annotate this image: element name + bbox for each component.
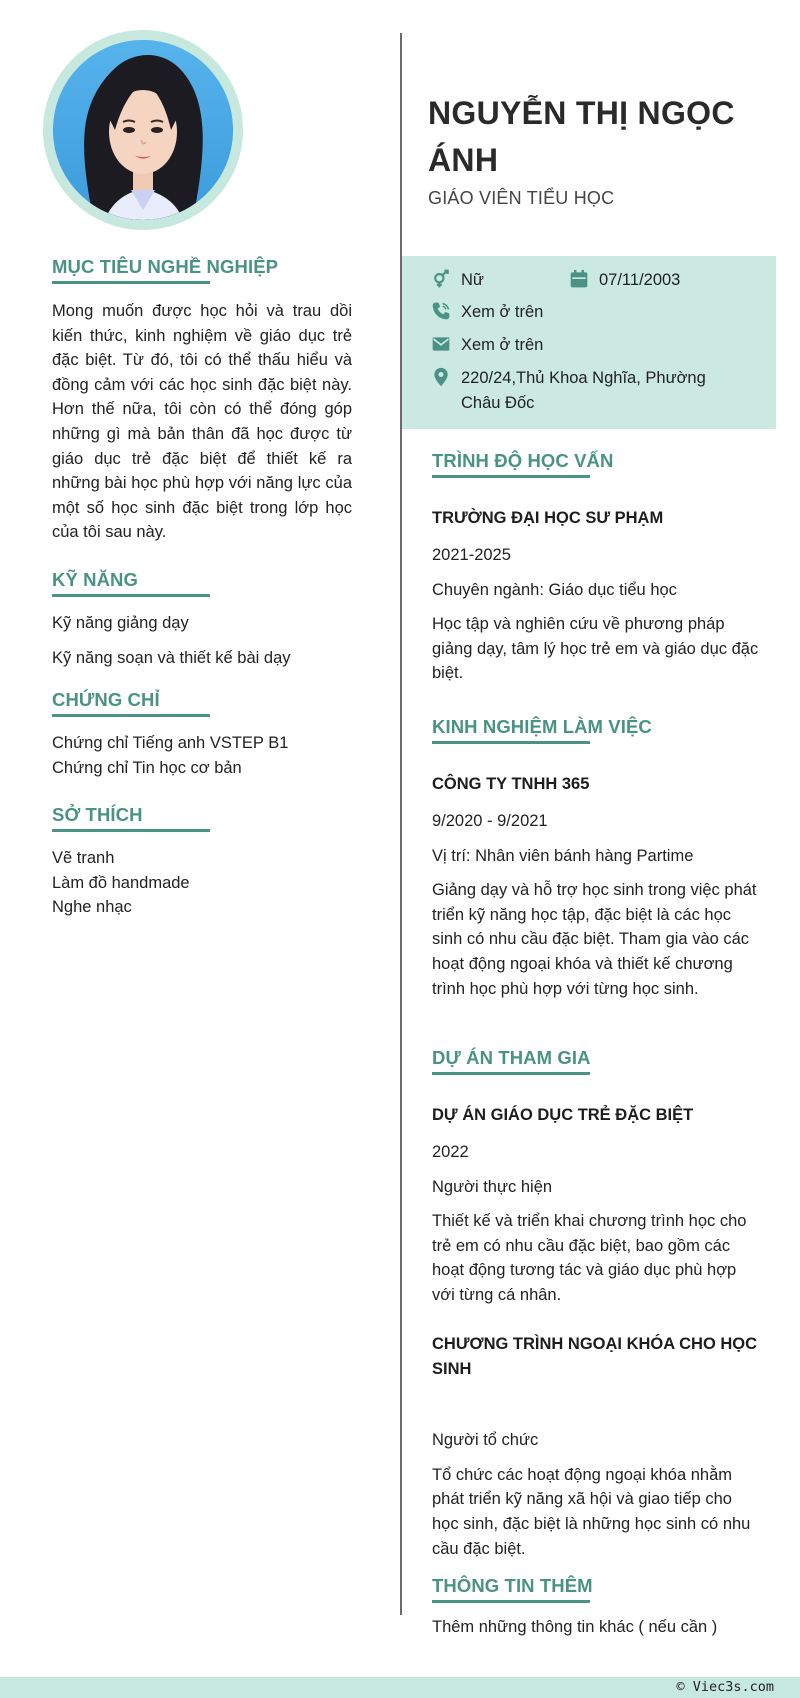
skill-item: Kỹ năng soạn và thiết kế bài dạy bbox=[52, 648, 291, 667]
portrait-photo bbox=[53, 40, 233, 220]
skill-item: Kỹ năng giảng dạy bbox=[52, 614, 189, 632]
education-description: Học tập và nghiên cứu về phương pháp giảng dạy, tâm lý học trẻ em và giáo dục đặc biệt. bbox=[432, 615, 759, 683]
section-title-certificates: CHỨNG CHỈ bbox=[52, 689, 160, 710]
section-title-skills: KỸ NĂNG bbox=[52, 569, 139, 590]
additional-text: Thêm những thông tin khác ( nếu cần ) bbox=[432, 1618, 718, 1636]
project-name: CHƯƠNG TRÌNH NGOẠI KHÓA CHO HỌC SINH bbox=[432, 1334, 758, 1378]
birthdate-value: 07/11/2003 bbox=[599, 271, 681, 289]
hobbies-section bbox=[52, 804, 352, 920]
email-icon bbox=[430, 333, 452, 355]
avatar bbox=[53, 40, 233, 220]
project-name: DỰ ÁN GIÁO DỤC TRẺ ĐẶC BIỆT bbox=[432, 1106, 694, 1124]
projects-section bbox=[432, 1047, 762, 1561]
hobby-item: Làm đồ handmade bbox=[52, 873, 190, 892]
section-underline bbox=[432, 1072, 590, 1075]
location-icon bbox=[430, 366, 452, 388]
avatar-ring bbox=[43, 30, 243, 230]
contact-panel bbox=[402, 256, 776, 429]
contact-address bbox=[430, 366, 730, 415]
experience-company: CÔNG TY TNHH 365 bbox=[432, 775, 590, 793]
experience-period: 9/2020 - 9/2021 bbox=[432, 812, 548, 830]
project-year: 2022 bbox=[432, 1143, 469, 1161]
objective-section bbox=[52, 256, 352, 545]
footer-credit[interactable]: © Viec3s.com bbox=[676, 1679, 774, 1695]
project-description: Thiết kế và triển khai chương trình học cho trẻ em có nhu cầu đặc biệt, bao gồm các hoạt động tương tác và giáo dục phù hợp với từng cá nhân. bbox=[432, 1212, 747, 1304]
project-role: Người tổ chức bbox=[432, 1431, 539, 1450]
section-title-objective: MỤC TIÊU NGHỀ NGHIỆP bbox=[52, 256, 279, 277]
objective-text: Mong muốn được học hỏi và trau dồi kiến thức, kinh nghiệm về giáo dục trẻ đặc biệt. Từ đó, tôi có thể thấu hiểu và đồng cảm với các học sinh đặc biệt này. Hơn thế nữa, tôi còn có thể đóng góp những gì mà bản thân đã học được từ giáo dục trẻ đặc biệt để thiết kế ra những bài học phù hợp với năng lực của một số học sinh đặc biệt trong lớp học của tôi sau này. bbox=[52, 302, 352, 542]
certificates-section bbox=[52, 689, 352, 780]
calendar-icon bbox=[568, 268, 590, 290]
contact-birthdate bbox=[568, 268, 680, 293]
section-underline bbox=[432, 1600, 590, 1603]
section-title-additional: THÔNG TIN THÊM bbox=[432, 1575, 593, 1596]
education-major: Chuyên ngành: Giáo dục tiểu học bbox=[432, 580, 677, 599]
address-value: 220/24,Thủ Khoa Nghĩa, Phường Châu Đốc bbox=[461, 369, 706, 412]
skills-section bbox=[52, 569, 352, 670]
section-underline bbox=[52, 829, 210, 832]
gender-value: Nữ bbox=[461, 271, 484, 289]
section-title-experience: KINH NGHIỆM LÀM VIỆC bbox=[432, 716, 652, 737]
education-period: 2021-2025 bbox=[432, 546, 511, 564]
section-underline bbox=[52, 594, 210, 597]
experience-description: Giảng dạy và hỗ trợ học sinh trong việc phát triển kỹ năng học tập, đặc biệt là các học sinh có nhu cầu đặc biệt. Tham gia vào các hoạt động ngoại khóa và thiết kế chương trình học phù hợp với từng học sinh. bbox=[432, 881, 757, 998]
section-underline bbox=[432, 741, 590, 744]
education-school: TRƯỜNG ĐẠI HỌC SƯ PHẠM bbox=[432, 509, 664, 527]
phone-icon bbox=[430, 300, 452, 322]
contact-gender bbox=[430, 268, 484, 293]
footer-bar bbox=[0, 1677, 800, 1698]
section-title-projects: DỰ ÁN THAM GIA bbox=[432, 1047, 591, 1068]
hobby-item: Vẽ tranh bbox=[52, 849, 115, 867]
section-underline bbox=[432, 475, 590, 478]
project-description: Tổ chức các hoạt động ngoại khóa nhằm phát triển kỹ năng xã hội và giao tiếp cho học sinh, đặc biệt là những học sinh có nhu cầu đặc biệt. bbox=[432, 1465, 751, 1558]
section-underline bbox=[52, 714, 210, 717]
project-year bbox=[432, 1394, 762, 1419]
project-role: Người thực hiện bbox=[432, 1177, 553, 1196]
candidate-name: NGUYỄN THỊ NGỌC ÁNH bbox=[428, 95, 735, 178]
gender-icon bbox=[430, 268, 452, 290]
section-title-hobbies: SỞ THÍCH bbox=[52, 804, 143, 825]
section-underline bbox=[52, 281, 210, 284]
email-value[interactable]: Xem ở trên bbox=[461, 336, 544, 354]
additional-section bbox=[432, 1575, 762, 1640]
experience-position: Vị trí: Nhân viên bánh hàng Partime bbox=[432, 846, 694, 865]
certificate-item: Chứng chỉ Tin học cơ bản bbox=[52, 758, 242, 777]
experience-section bbox=[432, 716, 762, 1001]
contact-phone bbox=[430, 300, 543, 325]
certificate-item: Chứng chỉ Tiếng anh VSTEP B1 bbox=[52, 734, 289, 752]
section-title-education: TRÌNH ĐỘ HỌC VẤN bbox=[432, 450, 614, 471]
hobby-item: Nghe nhạc bbox=[52, 898, 132, 917]
contact-email bbox=[430, 333, 543, 358]
education-section bbox=[432, 450, 762, 686]
phone-value[interactable]: Xem ở trên bbox=[461, 303, 544, 321]
candidate-role: GIÁO VIÊN TIỂU HỌC bbox=[428, 188, 615, 208]
